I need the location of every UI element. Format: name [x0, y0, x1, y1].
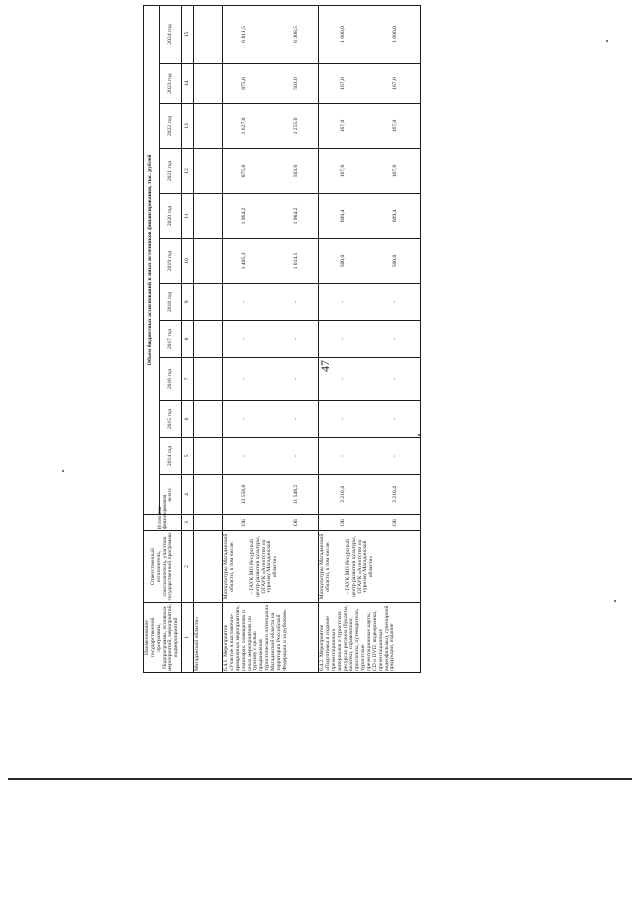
value-main: 875,0 [240, 164, 247, 178]
value-sub: - [292, 455, 299, 457]
cell-value [194, 358, 223, 401]
row-source [319, 515, 421, 531]
value-sub: 609,4 [391, 209, 398, 223]
value-main: 167,0 [339, 164, 346, 178]
cell-value [319, 194, 421, 239]
column-number: 10 [182, 239, 194, 284]
value-main: 1 627,0 [240, 117, 247, 135]
row-name: 6.4.1. Мероприятие «Участие в выставочно-ярмарочных мероприятиях, семинарах, совещаниях и иных мероприятиях по туризму с целью продвижения туристического потенциала Магаданской области на территории Российской Федерации и за рубежом» [223, 603, 319, 673]
cell-value [194, 104, 223, 149]
header-year: 2018 год [159, 284, 181, 321]
value-main: 6 811,5 [240, 26, 247, 43]
row-responsible-main: Минкультуры Магаданской области, в том числе: [319, 533, 332, 600]
value-sub: 167,0 [391, 164, 398, 178]
column-number: 2 [182, 531, 194, 603]
value-sub: - [292, 338, 299, 340]
row-responsible [223, 531, 319, 603]
value-main: 609,4 [339, 209, 346, 223]
row-source-sub: ОБ [292, 518, 299, 527]
scan-edge-line [8, 778, 632, 780]
value-main: - [339, 455, 346, 457]
row-name: Магаданской области» [194, 603, 223, 673]
cell-value [223, 64, 319, 104]
value-main: - [240, 455, 247, 457]
value-sub: - [292, 378, 299, 380]
row-source [223, 515, 319, 531]
value-main: 167,0 [339, 77, 346, 90]
row-source-sub: ОБ [391, 518, 398, 527]
value-main: 167,0 [339, 119, 346, 133]
cell-value [319, 475, 421, 515]
row-source-main: ОБ [240, 518, 247, 527]
cell-value [223, 284, 319, 321]
row-responsible-main: Минкультуры Магаданской области, в том числе: [223, 533, 236, 600]
value-sub: - [292, 301, 299, 303]
cell-value [319, 358, 421, 401]
header-total: всего: [159, 475, 181, 515]
column-number: 3 [182, 515, 194, 531]
cell-value [223, 194, 319, 239]
value-sub: - [391, 338, 398, 340]
value-sub: 500,0 [391, 254, 398, 268]
scan-speck [614, 600, 616, 602]
scan-speck [606, 40, 608, 42]
cell-value [194, 321, 223, 358]
cell-value [319, 104, 421, 149]
value-sub: - [391, 455, 398, 457]
budget-table [143, 5, 421, 673]
value-main: - [339, 301, 346, 303]
value-sub: - [391, 418, 398, 420]
row-responsible-sub: - ГАУК МО Ресурсный центр развития культуры, ОГАУК «Агентство по туризму Магаданской области» [344, 535, 375, 598]
header-responsible-col: Ответственный исполнитель, соисполнитель, участник государственной программы [144, 531, 182, 603]
header-year: 2020 год [159, 194, 181, 239]
value-main: - [339, 378, 346, 380]
value-sub: 167,0 [391, 119, 398, 133]
cell-value [223, 401, 319, 438]
header-funding-group: Объем бюджетных ассигнований и иных источников финансирования, тыс. рублей [144, 5, 160, 514]
value-sub: 1 014,5 [292, 252, 299, 270]
value-main: 1 964,2 [240, 207, 247, 225]
row-name: 6.4.2. Мероприятие «Подготовка и издание презентационных материалов о туристских ресурсах региона (буклеты, визитки, справочники, проспекты, путеводители, туристские презентационные карты, CD и DVD, видеоролики, презентационные видеофильмы), сувенирной продукции, издание [319, 603, 421, 673]
cell-value [194, 239, 223, 284]
value-main: 3 210,4 [339, 486, 346, 503]
cell-value [319, 438, 421, 475]
value-sub: - [391, 378, 398, 380]
value-sub: - [292, 418, 299, 420]
column-number: 14 [182, 64, 194, 104]
value-sub: 167,0 [391, 77, 398, 90]
value-main: 1 600,0 [339, 26, 346, 43]
rotated-table-container [143, 6, 413, 673]
cell-value [194, 438, 223, 475]
value-sub: - [391, 301, 398, 303]
value-sub: 1 964,2 [292, 207, 299, 225]
header-year: 2014 год [159, 438, 181, 475]
value-main: - [339, 418, 346, 420]
table-row [194, 5, 223, 672]
cell-value [319, 401, 421, 438]
value-main: 13 558,0 [240, 484, 247, 505]
column-number: 12 [182, 149, 194, 194]
value-sub: 6 308,5 [292, 26, 299, 43]
cell-value [223, 5, 319, 63]
header-year: 2015 год [159, 401, 181, 438]
value-main: 875,0 [240, 77, 247, 90]
column-number: 11 [182, 194, 194, 239]
value-main: - [240, 338, 247, 340]
header-year: 2021 год [159, 149, 181, 194]
table-row [223, 5, 319, 672]
column-number: 7 [182, 358, 194, 401]
value-main: - [240, 301, 247, 303]
row-source [194, 515, 223, 531]
cell-value [223, 475, 319, 515]
header-year: 2023 год [159, 64, 181, 104]
header-year: 2024 год [159, 5, 181, 63]
header-source-col: Источники финансирования [144, 515, 182, 531]
cell-value [223, 149, 319, 194]
cell-value [319, 64, 421, 104]
value-sub: 3 210,4 [391, 486, 398, 503]
row-responsible [194, 531, 223, 603]
column-number: 6 [182, 401, 194, 438]
cell-value [194, 149, 223, 194]
value-sub: 503,0 [292, 164, 299, 178]
value-main: - [240, 418, 247, 420]
header-year: 2019 год [159, 239, 181, 284]
column-number: 4 [182, 475, 194, 515]
row-source-main: ОБ [339, 518, 346, 527]
cell-value [223, 321, 319, 358]
scan-speck [62, 470, 64, 472]
header-name-col: Наименование государственной программы, Подпрограммы, основных мероприятий, мероприятий, подмероприятий [144, 603, 182, 673]
header-year: 2022 год [159, 104, 181, 149]
value-sub: 1 255,0 [292, 117, 299, 135]
column-number: 8 [182, 321, 194, 358]
cell-value [223, 104, 319, 149]
value-main: - [339, 338, 346, 340]
value-sub: 1 600,0 [391, 26, 398, 43]
column-number: 13 [182, 104, 194, 149]
value-sub: 503,0 [292, 77, 299, 90]
row-responsible [319, 531, 421, 603]
cell-value [319, 321, 421, 358]
row-responsible-sub: - ГАУК МО Ресурсный центр развития культуры, ОГАУК «Агентство по туризму Магаданской области» [248, 535, 279, 598]
cell-value [319, 5, 421, 63]
table-row [319, 5, 421, 672]
column-number: 15 [182, 5, 194, 63]
cell-value [223, 358, 319, 401]
column-number: 9 [182, 284, 194, 321]
cell-value [194, 194, 223, 239]
cell-value [223, 239, 319, 284]
cell-value [319, 149, 421, 194]
value-main: 500,0 [339, 254, 346, 268]
cell-value [194, 475, 223, 515]
header-year: 2017 год [159, 321, 181, 358]
column-number: 5 [182, 438, 194, 475]
value-sub: 11 548,2 [292, 484, 299, 505]
page-number: 47 [318, 360, 332, 372]
cell-value [194, 284, 223, 321]
column-number: 1 [182, 603, 194, 673]
value-main: 1 405,3 [240, 252, 247, 270]
column-number-row [182, 5, 194, 672]
cell-value [194, 64, 223, 104]
cell-value [319, 284, 421, 321]
value-main: - [240, 378, 247, 380]
cell-value [223, 438, 319, 475]
cell-value [194, 5, 223, 63]
scan-speck [418, 434, 420, 436]
cell-value [319, 239, 421, 284]
header-year: 2016 год [159, 358, 181, 401]
cell-value [194, 401, 223, 438]
